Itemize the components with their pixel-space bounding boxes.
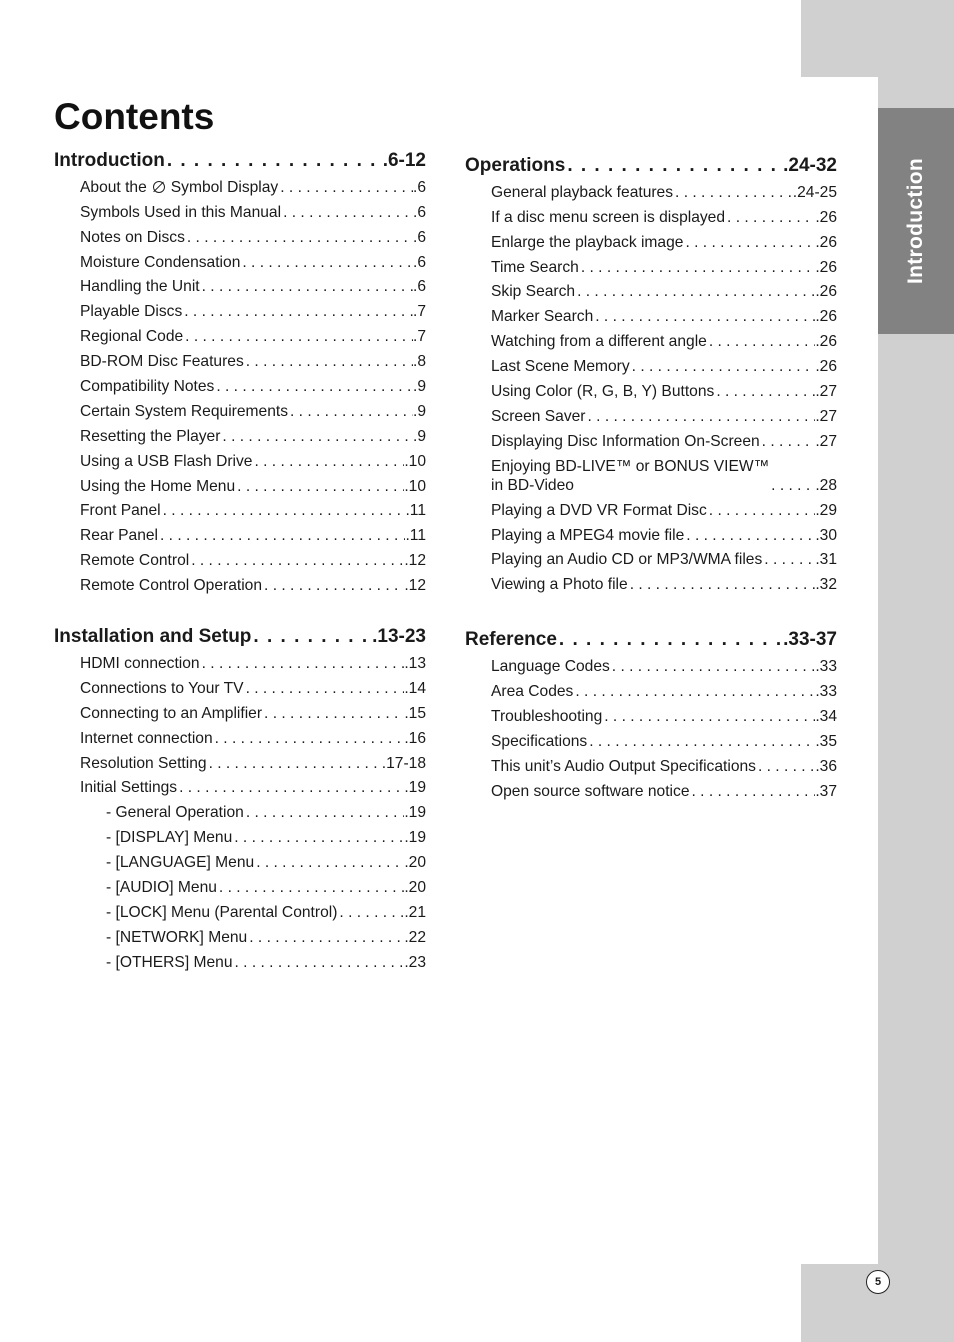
side-tab-label: Introduction bbox=[904, 157, 927, 285]
toc-entry[interactable]: General playback features . . . .24-25 bbox=[465, 177, 837, 202]
toc-subentry[interactable]: - [NETWORK] Menu . . . .22 bbox=[54, 922, 426, 947]
toc-entry[interactable]: Open source software notice . . . .37 bbox=[465, 776, 837, 801]
page-number: 5 bbox=[866, 1270, 890, 1294]
toc-entry[interactable]: Viewing a Photo file . . . .32 bbox=[465, 569, 837, 594]
toc-entry[interactable]: Initial Settings . . . .19 bbox=[54, 773, 426, 798]
toc-entry[interactable]: Playing a MPEG4 movie file . . . .30 bbox=[465, 520, 837, 545]
toc-entry[interactable]: Connecting to an Amplifier . . . .15 bbox=[54, 698, 426, 723]
toc-entry[interactable]: Moisture Condensation . . . .6 bbox=[54, 247, 426, 272]
toc-entry[interactable]: Playing a DVD VR Format Disc . . . .29 bbox=[465, 495, 837, 520]
toc-left-column bbox=[54, 143, 426, 972]
toc-entry[interactable]: Symbols Used in this Manual . . . .6 bbox=[54, 197, 426, 222]
toc-entry[interactable]: Notes on Discs . . . .6 bbox=[54, 222, 426, 247]
toc-section-reference[interactable]: Reference . . . .33-37 bbox=[465, 622, 837, 651]
toc-entry[interactable]: Skip Search . . . .26 bbox=[465, 277, 837, 302]
toc-entry[interactable]: Area Codes . . . .33 bbox=[465, 676, 837, 701]
side-tab[interactable] bbox=[878, 108, 954, 334]
toc-entry[interactable]: Troubleshooting . . . .34 bbox=[465, 701, 837, 726]
toc-entry[interactable]: Time Search . . . .26 bbox=[465, 252, 837, 277]
toc-entry[interactable]: Resetting the Player . . . .9 bbox=[54, 421, 426, 446]
toc-entry[interactable]: Displaying Disc Information On-Screen . . . .27 bbox=[465, 426, 837, 451]
toc-entry[interactable]: Certain System Requirements . . . .9 bbox=[54, 396, 426, 421]
toc-entry[interactable]: HDMI connection . . . .13 bbox=[54, 648, 426, 673]
toc-section-introduction[interactable]: Introduction . . . .6-12 bbox=[54, 143, 426, 172]
page-title: Contents bbox=[54, 96, 215, 137]
toc-entry[interactable]: Using the Home Menu . . . .10 bbox=[54, 471, 426, 496]
toc-entry[interactable]: Using a USB Flash Drive . . . .10 bbox=[54, 446, 426, 471]
toc-entry[interactable]: Remote Control . . . .12 bbox=[54, 545, 426, 570]
toc-entry[interactable]: Enlarge the playback image . . . .26 bbox=[465, 227, 837, 252]
toc-right-column bbox=[465, 148, 837, 801]
toc-entry[interactable]: Compatibility Notes . . . .9 bbox=[54, 371, 426, 396]
toc-entry[interactable]: Remote Control Operation . . . .12 bbox=[54, 570, 426, 595]
toc-subentry[interactable]: - [AUDIO] Menu . . . .20 bbox=[54, 872, 426, 897]
toc-entry[interactable]: BD-ROM Disc Features . . . .8 bbox=[54, 346, 426, 371]
toc-entry[interactable]: Rear Panel . . . .11 bbox=[54, 520, 426, 545]
toc-section-operations[interactable]: Operations . . . .24-32 bbox=[465, 148, 837, 177]
toc-entry[interactable]: Marker Search . . . .26 bbox=[465, 301, 837, 326]
toc-entry[interactable]: Playing an Audio CD or MP3/WMA files . . . .31 bbox=[465, 545, 837, 570]
toc-entry[interactable]: Last Scene Memory . . . .26 bbox=[465, 351, 837, 376]
toc-subentry[interactable]: - [DISPLAY] Menu . . . .19 bbox=[54, 822, 426, 847]
toc-entry[interactable]: Resolution Setting . . . .17-18 bbox=[54, 748, 426, 773]
toc-entry[interactable]: Watching from a different angle . . . .26 bbox=[465, 326, 837, 351]
toc-entry[interactable]: About the Symbol Display . . . .6 bbox=[54, 172, 426, 197]
toc-entry[interactable]: Connections to Your TV . . . .14 bbox=[54, 673, 426, 698]
toc-subentry[interactable]: - [LANGUAGE] Menu . . . .20 bbox=[54, 847, 426, 872]
toc-entry[interactable]: Using Color (R, G, B, Y) Buttons . . . .27 bbox=[465, 376, 837, 401]
toc-subentry[interactable]: - General Operation . . . .19 bbox=[54, 797, 426, 822]
toc-subentry[interactable]: - [OTHERS] Menu . . . .23 bbox=[54, 947, 426, 972]
toc-entry[interactable]: Regional Code . . . .7 bbox=[54, 321, 426, 346]
toc-entry[interactable]: Front Panel . . . .11 bbox=[54, 496, 426, 521]
toc-entry[interactable]: Language Codes . . . .33 bbox=[465, 651, 837, 676]
toc-section-installation[interactable]: Installation and Setup . . . .13-23 bbox=[54, 619, 426, 648]
no-symbol-icon bbox=[153, 181, 165, 193]
toc-entry[interactable]: Internet connection . . . .16 bbox=[54, 723, 426, 748]
toc-entry[interactable]: Playable Discs . . . .7 bbox=[54, 296, 426, 321]
toc-entry[interactable]: Enjoying BD-LIVE™ or BONUS VIEW™ in BD-Video . . . .28 bbox=[465, 451, 837, 495]
toc-entry[interactable]: Handling the Unit . . . .6 bbox=[54, 272, 426, 297]
toc-entry[interactable]: Screen Saver . . . .27 bbox=[465, 401, 837, 426]
toc-entry[interactable]: If a disc menu screen is displayed . . . .26 bbox=[465, 202, 837, 227]
toc-subentry[interactable]: - [LOCK] Menu (Parental Control) . . . .21 bbox=[54, 897, 426, 922]
toc-entry[interactable]: This unit’s Audio Output Specifications . . . .36 bbox=[465, 751, 837, 776]
toc-entry[interactable]: Specifications . . . .35 bbox=[465, 726, 837, 751]
